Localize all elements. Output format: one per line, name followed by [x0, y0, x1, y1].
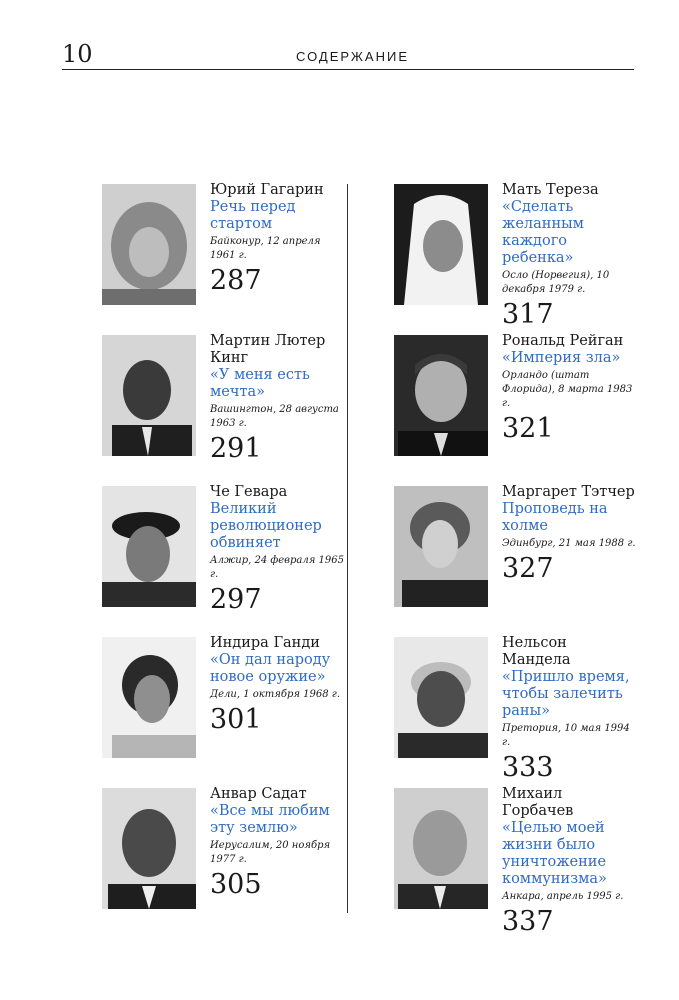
column-divider [347, 184, 348, 913]
speech-title[interactable]: «Все мы любим эту землю» [210, 803, 330, 836]
place-date: Эдинбург, 21 мая 1988 г. [502, 538, 636, 549]
speech-title[interactable]: Речь перед стартом [210, 199, 296, 232]
page-number-ref: 321 [502, 413, 554, 444]
person-name: Михаил Горбачев [502, 786, 574, 819]
place-date: Анкара, апрель 1995 г. [502, 891, 624, 902]
speech-title[interactable]: Проповедь на холме [502, 501, 608, 534]
page-number: 10 [62, 40, 93, 68]
person-name: Че Гевара [210, 484, 288, 500]
speech-title[interactable]: «Пришло время, чтобы залечить раны» [502, 669, 630, 719]
portrait-photo [102, 788, 196, 909]
person-name: Юрий Гагарин [210, 182, 324, 198]
portrait-photo [394, 486, 488, 607]
portrait-photo [394, 184, 488, 305]
person-name: Нельсон Мандела [502, 635, 571, 668]
speech-title[interactable]: «У меня есть мечта» [210, 367, 310, 400]
page-number-ref: 317 [502, 299, 554, 330]
portrait-photo [102, 637, 196, 758]
page-header [0, 0, 679, 80]
speech-title[interactable]: «Империя зла» [502, 350, 621, 366]
speech-title[interactable]: «Целью моей жизни было уничтожение коммунизма» [502, 820, 607, 887]
person-name: Мартин Лютер Кинг [210, 333, 326, 366]
place-date: Иерусалим, 20 ноября 1977 г. [210, 840, 331, 865]
section-title: СОДЕРЖАНИЕ [296, 49, 410, 64]
place-date: Дели, 1 октября 1968 г. [210, 689, 341, 700]
person-name: Индира Ганди [210, 635, 320, 651]
speech-title[interactable]: «Он дал народу новое оружие» [210, 652, 331, 685]
portrait-photo [102, 335, 196, 456]
speech-title[interactable]: Великий революционер обвиняет [210, 501, 322, 551]
page-number-ref: 287 [210, 265, 262, 296]
portrait-photo [394, 335, 488, 456]
portrait-photo [102, 184, 196, 305]
page-number-ref: 291 [210, 433, 262, 464]
page-number-ref: 333 [502, 752, 554, 783]
person-name: Анвар Садат [210, 786, 307, 802]
person-name: Мать Тереза [502, 182, 599, 198]
page-number-ref: 305 [210, 869, 262, 900]
page-number-ref: 337 [502, 906, 554, 937]
place-date: Претория, 10 мая 1994 г. [502, 723, 630, 748]
page-number-ref: 327 [502, 553, 554, 584]
place-date: Осло (Норвегия), 10 декабря 1979 г. [502, 270, 610, 295]
person-name: Рональд Рейган [502, 333, 624, 349]
header-rule [62, 69, 634, 70]
person-name: Маргарет Тэтчер [502, 484, 635, 500]
page-number-ref: 301 [210, 704, 262, 735]
page-number-ref: 297 [210, 584, 262, 615]
portrait-photo [102, 486, 196, 607]
portrait-photo [394, 788, 488, 909]
place-date: Орландо (штат Флорида), 8 марта 1983 г. [502, 370, 633, 409]
place-date: Байконур, 12 апреля 1961 г. [210, 236, 321, 261]
portrait-photo [394, 637, 488, 758]
place-date: Алжир, 24 февраля 1965 г. [210, 555, 344, 580]
place-date: Вашингтон, 28 августа 1963 г. [210, 404, 339, 429]
speech-title[interactable]: «Сделать желанным каждого ребенка» [502, 199, 584, 266]
